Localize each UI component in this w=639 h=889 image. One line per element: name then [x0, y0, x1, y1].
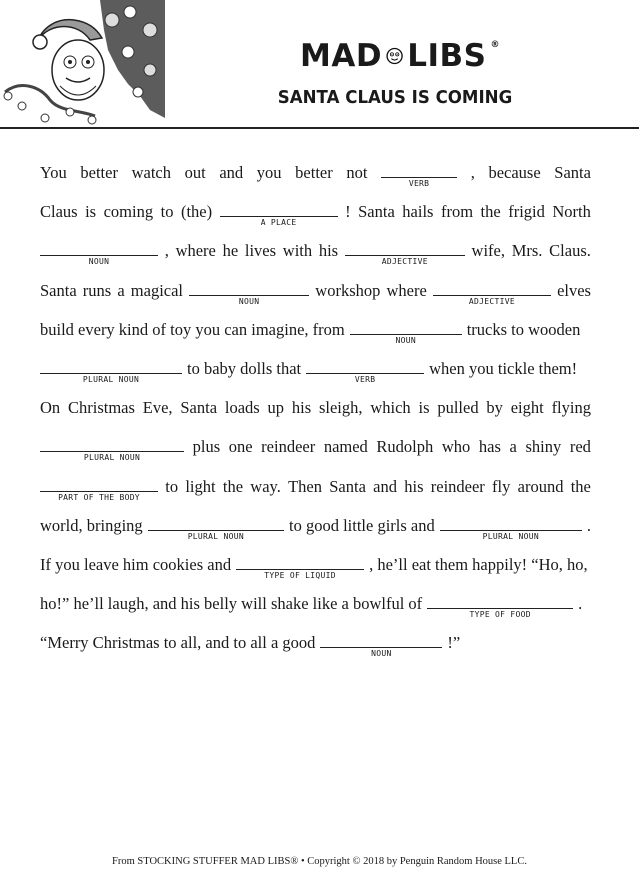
- story-text: reindeer: [261, 437, 316, 457]
- story-text: way.: [250, 476, 281, 496]
- story-text: flying: [551, 398, 591, 418]
- story-text: Santa: [40, 280, 77, 300]
- story-text: If you leave him cookies and: [40, 554, 232, 574]
- story-text: magical: [130, 280, 184, 300]
- story-line: [40, 359, 591, 398]
- blank-word-type-label: VERB: [354, 374, 376, 384]
- fill-in-blank[interactable]: [148, 516, 284, 541]
- blank-word-type-label: PLURAL NOUN: [82, 374, 140, 384]
- story-text: light: [185, 476, 216, 496]
- story-text: runs: [82, 280, 112, 300]
- story-text: his: [404, 476, 424, 496]
- story-line: [40, 594, 591, 633]
- story-text: a: [117, 280, 125, 300]
- story-text: Claus.: [549, 241, 591, 261]
- story-text: who: [441, 437, 471, 457]
- story-text: because: [488, 163, 541, 182]
- story-text: .: [586, 515, 591, 535]
- story-text: has: [478, 437, 501, 457]
- story-text: ,: [470, 163, 475, 182]
- fill-in-blank[interactable]: [40, 477, 158, 502]
- fill-in-blank[interactable]: [40, 359, 182, 384]
- fill-in-blank[interactable]: [40, 437, 184, 463]
- story-text: fly: [492, 476, 511, 496]
- fill-in-blank[interactable]: [236, 555, 364, 580]
- story-line: [40, 241, 591, 280]
- story-text: which: [370, 398, 411, 418]
- fill-in-blank[interactable]: [381, 163, 457, 188]
- story-text: named: [323, 437, 368, 457]
- story-text: Santa: [554, 163, 591, 182]
- copyright-footer: From STOCKING STUFFER MAD LIBS® • Copyright © 2018 by Penguin Random House LLC.: [112, 856, 527, 867]
- story-text: workshop: [315, 280, 381, 300]
- story-text: you: [256, 163, 282, 182]
- logo-face-icon: [386, 40, 403, 72]
- story-text: Santa: [358, 202, 395, 222]
- story-text: up: [267, 398, 285, 418]
- story-text: North: [552, 202, 591, 222]
- fill-in-blank[interactable]: [433, 281, 551, 306]
- story-text: and: [373, 476, 397, 496]
- story-text: with: [282, 241, 313, 261]
- blank-word-type-label: TYPE OF LIQUID: [264, 570, 336, 580]
- fill-in-blank[interactable]: [40, 241, 158, 267]
- story-text: Rudolph: [376, 437, 434, 457]
- story-text: !”: [447, 633, 461, 653]
- blank-word-type-label: NOUN: [371, 649, 392, 659]
- story-line: [40, 320, 591, 359]
- blank-word-type-label: PLURAL NOUN: [83, 453, 141, 463]
- story-text: reindeer: [430, 476, 485, 496]
- story-text: his: [291, 398, 312, 418]
- logo-text-libs: LIBS: [407, 38, 487, 74]
- story-text: is: [418, 398, 430, 418]
- blank-word-type-label: PLURAL NOUN: [482, 531, 539, 541]
- story-text: where: [386, 280, 427, 300]
- story-line: [40, 398, 591, 437]
- registered-mark: ®: [490, 40, 500, 50]
- story-line: [40, 437, 591, 476]
- story-line: [40, 202, 591, 241]
- story-text: one: [228, 437, 253, 457]
- blank-word-type-label: NOUN: [395, 335, 416, 345]
- story-text: he: [222, 241, 239, 261]
- fill-in-blank[interactable]: [320, 633, 442, 659]
- story-text: On: [40, 398, 61, 418]
- story-text: to: [160, 202, 174, 222]
- blank-word-type-label: NOUN: [88, 257, 110, 267]
- page-title: SANTA CLAUS IS COMING: [277, 88, 513, 108]
- story-text: hails: [402, 202, 434, 222]
- blank-word-type-label: PART OF THE BODY: [58, 492, 140, 502]
- story-text: watch: [131, 163, 171, 182]
- logo-text-mad: MAD: [300, 38, 383, 74]
- story-text: You: [40, 163, 67, 182]
- story-text: ho!” he’ll laugh, and his belly will shake like a bowlful of: [40, 594, 423, 614]
- story-text: Santa: [329, 476, 366, 496]
- story-text: loads: [224, 398, 260, 418]
- story-text: a: [509, 437, 517, 457]
- story-text: world, bringing: [40, 515, 143, 535]
- story-text: Claus: [40, 202, 78, 222]
- story-text: Christmas: [68, 398, 135, 418]
- mad-libs-logo: [300, 36, 500, 76]
- header-divider: [0, 127, 639, 129]
- story-text: the: [480, 202, 501, 222]
- story-line: [40, 163, 591, 202]
- fill-in-blank[interactable]: [427, 594, 573, 620]
- story-text: to good little girls and: [288, 515, 435, 535]
- story-text: .: [578, 594, 583, 614]
- story-text: by: [486, 398, 503, 418]
- santa-illustration: [0, 0, 165, 128]
- story-text: better: [295, 163, 333, 182]
- blank-word-type-label: ADJECTIVE: [468, 296, 515, 306]
- story-text: !: [345, 202, 351, 222]
- story-text: ,: [164, 241, 169, 261]
- story-line: [40, 633, 591, 672]
- story-text: Eve,: [142, 398, 173, 418]
- story-text: to: [165, 476, 179, 496]
- story-text: build every kind of toy you can imagine, from: [40, 319, 345, 339]
- story-text: to baby dolls that: [187, 358, 302, 378]
- story-text: better: [80, 163, 118, 182]
- fill-in-blank[interactable]: [345, 241, 465, 267]
- blank-word-type-label: A PLACE: [260, 218, 297, 228]
- story-text: wife,: [471, 241, 505, 261]
- story-line: [40, 477, 591, 516]
- story-text: frigid: [508, 202, 545, 222]
- story-text: not: [346, 163, 368, 182]
- blank-word-type-label: ADJECTIVE: [381, 257, 428, 267]
- story-text: pulled: [437, 398, 479, 418]
- story-text: plus: [192, 437, 221, 457]
- fill-in-blank[interactable]: [306, 359, 424, 384]
- story-text: Mrs.: [511, 241, 543, 261]
- story-text: eight: [510, 398, 544, 418]
- story-text: red: [569, 437, 591, 457]
- fill-in-blank[interactable]: [189, 281, 309, 306]
- story-text: the: [570, 476, 591, 496]
- story-text: where: [175, 241, 216, 261]
- story-text: and: [219, 163, 244, 182]
- story-line: [40, 516, 591, 555]
- fill-in-blank[interactable]: [220, 202, 338, 228]
- story-line: [40, 281, 591, 320]
- story-text: out: [184, 163, 206, 182]
- story-text: is: [85, 202, 97, 222]
- story-text: around: [517, 476, 564, 496]
- blank-word-type-label: NOUN: [238, 296, 260, 306]
- story-body: [40, 163, 591, 672]
- story-text: trucks to wooden: [466, 319, 581, 339]
- story-text: elves: [557, 280, 591, 300]
- story-text: his: [318, 241, 339, 261]
- story-text: shiny: [525, 437, 562, 457]
- story-text: the: [222, 476, 244, 496]
- fill-in-blank[interactable]: [350, 320, 462, 345]
- story-text: , he’ll eat them happily! “Ho, ho,: [369, 554, 588, 574]
- story-text: (the): [180, 202, 213, 222]
- story-text: sleigh,: [318, 398, 363, 418]
- blank-word-type-label: TYPE OF FOOD: [469, 610, 531, 620]
- story-text: coming: [103, 202, 154, 222]
- fill-in-blank[interactable]: [440, 516, 582, 541]
- blank-word-type-label: PLURAL NOUN: [187, 531, 244, 541]
- story-text: Santa: [180, 398, 218, 418]
- story-text: Then: [288, 476, 322, 496]
- story-text: “Merry Christmas to all, and to all a good: [40, 633, 316, 653]
- story-text: lives: [244, 241, 277, 261]
- story-line: [40, 555, 591, 594]
- story-text: from: [440, 202, 474, 222]
- blank-word-type-label: VERB: [408, 179, 430, 188]
- story-text: when you tickle them!: [429, 358, 578, 378]
